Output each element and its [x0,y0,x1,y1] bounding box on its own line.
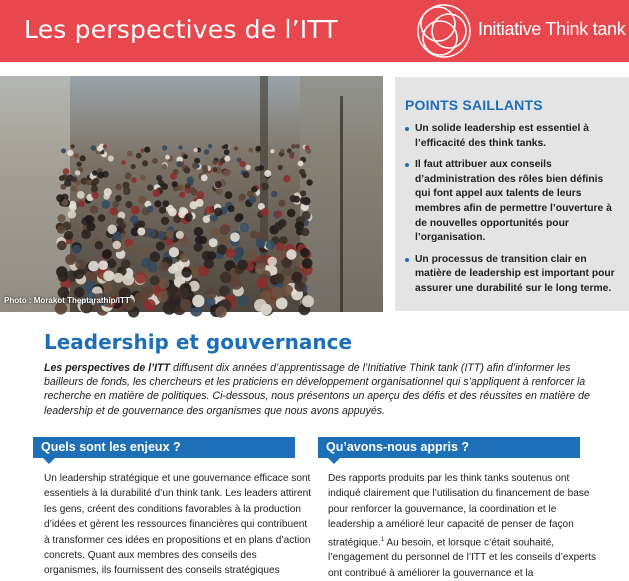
crowd-dot [287,209,296,218]
crowd-dot [137,228,145,236]
crowd-dot [144,299,156,311]
crowd-dot [302,295,314,307]
crowd-dot [63,168,70,175]
crowd-dot [183,154,188,159]
crowd-dot [125,201,132,208]
crowd-dot [202,165,208,171]
crowd-dot [216,188,223,195]
crowd-dot [113,232,122,241]
crowd-dot [283,175,290,182]
crowd-dot [180,299,191,310]
crowd-dot [280,149,285,154]
crowd-dot [78,200,85,207]
crowd-dot [57,241,67,251]
issues-text: Un leadership stratégique et une gouvernance efficace sont essentiels à la durabilité d’un think tank. Les leaders attirent les gens, créent des conditions favorables à la production d’idées et gèrent les ressources financières qui contribuent à transformer ces idées en propositions et en plans d’action concrets. Quant aux membres des conseils des organismes, ils fournissent des conseils stratégiques [44,473,312,577]
crowd-dot [291,272,302,283]
crowd-dot [80,155,86,161]
crowd-dot [226,248,236,258]
photo-credit: Photo : Morakot Theptarathip/ITT [4,296,130,305]
highlights-panel [395,77,629,311]
crowd-dot [113,241,122,250]
crowd-dot [180,253,189,262]
crowd-dot [102,250,111,259]
crowd-dot [57,214,65,222]
crowd-dot [131,177,137,183]
intro-publication-name: Les perspectives de l’ITT [44,362,170,374]
crowd-dot [157,291,168,302]
crowd-dot [223,170,230,177]
crowd-dot [137,220,145,228]
crowd-dot [247,251,257,261]
crowd-dot [97,146,103,152]
crowd-dot [85,215,93,223]
crowd-dot [302,258,313,269]
crowd-dot [172,181,178,187]
crowd-dot [162,145,167,150]
crowd-dot [295,281,306,292]
crowd-dot [276,298,288,310]
intro-text: diffusent dix années d’apprentissage de l’Initiative Think tank (ITT) afin d’informer les bailleurs de fonds, les chercheurs et les praticiens en développement organisationnel qui s’appliquent à renforcer la recherche en matière de politiques. Ci-dessous, nous présentons un aperçu des défis et des réussites en matière de leadership et de gouvernance des organismes que nous avons appuyés. [44,362,590,417]
crowd-dot [176,161,182,167]
crowd-dot [208,144,212,148]
crowd-dot [256,238,266,248]
crowd-dot [91,145,97,151]
crowd-dot [165,238,173,246]
crowd-dot [147,263,157,273]
crowd-dot [290,195,297,202]
crowd-dot [71,185,78,192]
highlights-list [405,122,617,297]
crowd-dot [305,145,310,150]
crowd-dot [237,157,242,162]
crowd-dot [121,259,130,268]
crowd-dot [163,302,176,315]
crowd-dot [131,164,136,169]
crowd-dot [214,208,223,217]
crowd-dot [190,201,198,209]
crowd-dot [239,223,249,233]
crowd-dot [228,205,235,212]
crowd-dot [247,191,253,197]
crowd-dot [123,274,135,286]
crowd-dot [261,183,269,191]
crowd-dot [158,278,169,289]
crowd-dot [115,195,122,202]
crowd-dot [125,172,132,179]
crowd-dot [112,201,119,208]
crowd-dot [166,230,174,238]
crowd-dot [88,261,99,272]
crowd-dot [165,155,170,160]
crowd-dot [161,217,169,225]
crowd-dot [197,191,205,199]
crowd-dot [300,197,307,204]
crowd-dot [291,144,296,149]
crowd-dot [264,170,271,177]
crowd-dot [271,191,277,197]
crowd-dot [237,260,248,271]
crowd-dot [161,183,168,190]
crowd-dot [289,152,295,158]
crowd-dot [286,249,296,259]
crowd-dot [205,206,214,215]
crowd-dot [122,187,130,195]
crowd-dot [140,175,146,181]
crowd-dot [159,207,166,214]
crowd-dot [56,194,64,202]
lessons-heading: Qu’avons-nous appris ? [318,437,580,458]
crowd-dot [210,228,219,237]
crowd-dot [207,251,216,260]
crowd-dot [115,184,122,191]
crowd-dot [159,262,169,272]
crowd-dot [185,183,191,189]
crowd-dot [113,273,123,283]
crowd-dot [140,148,144,152]
crowd-dot [95,241,104,250]
crowd-dot [102,200,111,209]
crowd-dot [220,272,231,283]
crowd-dot [204,149,209,154]
think-tank-logo-icon [414,2,472,60]
crowd-dot [177,287,189,299]
crowd-dot [61,174,67,180]
crowd-dot [299,169,305,175]
crowd-dot [261,208,269,216]
crowd-dot [302,211,311,220]
crowd-dot [300,248,310,258]
lessons-text-part1: Des rapports produits par les think tanks soutenus ont indiqué clairement que l’utilisation du financement de base pour renforcer la gouvernance, la coordination et le leadership a amélioré leur capacité de penser de façon stratégique. [328,473,590,548]
crowd-dot [168,208,177,217]
crowd-dot [144,147,150,153]
crowd-dot [169,247,179,257]
crowd-dot [187,177,194,184]
crowd-dot [234,247,244,257]
crowd-dot [107,259,117,269]
group-photo [0,76,383,312]
crowd-dot [93,178,100,185]
footnote-marker: 1 [380,536,385,543]
crowd-dot [224,156,230,162]
crowd-dot [86,180,92,186]
crowd-dot [255,264,265,274]
crowd-dot [267,257,277,267]
crowd-dot [103,144,107,148]
crowd-dot [276,243,285,252]
crowd-dot [221,225,230,234]
crowd-dot [176,231,184,239]
crowd-dot [298,161,304,167]
crowd-dot [215,181,222,188]
crowd-dot [194,243,203,252]
crowd-dot [104,188,112,196]
crowd-dot [127,151,133,157]
crowd-dot [224,149,230,155]
crowd-dot [68,210,76,218]
crowd-dot [72,245,81,254]
crowd-dot [130,215,138,223]
crowd-dot [92,170,97,175]
crowd-dot [77,191,85,199]
crowd-dot [74,153,79,158]
crowd-dot [266,240,275,249]
crowd-dot [209,238,218,247]
crowd-dot [195,163,200,168]
crowd-dot [154,200,161,207]
crowd-dot [306,179,312,185]
crowd-dot [136,153,142,159]
crowd-dot [135,272,146,283]
crowd-dot [274,273,284,283]
crowd-dot [238,295,249,306]
crowd-dot [212,167,217,172]
crowd-dot [259,165,265,171]
crowd-dot [300,190,306,196]
crowd-dot [270,149,274,153]
lessons-text-part2: Au besoin, et lorsque c’était souhaité, l’engagement du personnel de l’ITT et les conseils d’experts ont contribué à améliorer la gouvernance et la [328,536,597,579]
crowd-dot [77,162,82,167]
crowd-dot [147,184,153,190]
crowd-dot [250,231,258,239]
crowd-dot [162,164,167,169]
intro-paragraph [44,361,612,418]
crowd-dot [116,217,124,225]
crowd-dot [184,213,192,221]
crowd-dot [271,287,283,299]
crowd-dot [150,276,160,286]
crowd-dot [156,241,165,250]
crowd-dot [138,196,146,204]
crowd-dot [61,148,66,153]
header-banner [0,0,629,62]
crowd-dot [150,252,161,263]
crowd-dot [234,146,238,150]
crowd-dot [199,236,207,244]
crowd-dot [108,155,114,161]
logo-wordmark: Initiative Think tank [478,19,626,39]
crowd-dot [91,192,98,199]
crowd-dot [219,236,229,246]
crowd-dot [178,145,182,149]
crowd-dot [128,244,138,254]
crowd-dot [278,165,283,170]
crowd-dot [91,185,98,192]
crowd-dot [182,268,192,278]
crowd-dot [274,222,283,231]
crowd-dot [192,295,204,307]
highlight-item: Un solide leadership est essentiel à l’efficacité des think tanks. [405,122,617,151]
crowd-dot [212,160,217,165]
crowd-dot [179,192,185,198]
crowd-dot [71,144,75,148]
crowd-dot [147,206,154,213]
crowd-dot [243,171,250,178]
crowd-dot [295,221,304,230]
crowd-dot [87,223,96,232]
highlight-item: Un processus de transition clair en matière de leadership est important pour assurer une durabilité sur le long terme. [405,253,617,297]
crowd-dot [58,272,68,282]
crowd-dot [225,191,233,199]
crowd-dot [75,170,80,175]
crowd-dot [142,246,151,255]
crowd-dot [97,172,104,179]
crowd-dot [64,231,73,240]
crowd-dot [134,292,145,303]
crowd-dot [201,174,208,181]
crowd-dot [65,254,76,265]
crowd-dot [110,207,118,215]
crowd-dot [153,189,161,197]
crowd-dot [220,158,226,164]
crowd-dot [103,270,114,281]
highlight-item: Il faut attribuer aux conseils d’administration des rôles bien définis qui font appel aux talents de leurs membres afin de permettre l’ouverture à de nouvelles opportunités pour l’organisation. [405,158,617,246]
crowd-dot [194,148,198,152]
crowd-dot [131,206,140,215]
crowd-dot [254,299,267,312]
crowd-dot [217,245,227,255]
crowd-dot [230,232,240,242]
crowd-dot [248,148,253,153]
crowd-dot [184,167,191,174]
crowd-dot [194,227,203,236]
crowd-dot [67,150,73,156]
crowd-dot [142,160,148,166]
crowd-dot [245,165,250,170]
crowd-dot [156,175,162,181]
crowd-dot [239,161,245,167]
crowd-dot [215,306,227,318]
crowd-dot [256,277,268,289]
crowd-dot [239,193,246,200]
issues-heading: Quels sont les enjeux ? [33,437,295,458]
page-title: Les perspectives de l’ITT [24,15,338,44]
crowd-dot [162,200,169,207]
crowd-dot [255,146,261,152]
crowd-dot [279,200,286,207]
crowd-dot [98,214,106,222]
crowd-dot [224,144,229,149]
crowd-dot [206,288,217,299]
lessons-text [328,471,596,581]
highlights-title: POINTS SAILLANTS [405,97,543,113]
crowd-dot [152,158,158,164]
crowd-dot [75,259,86,270]
crowd-dot [90,205,98,213]
crowd-dot [203,216,210,223]
section-title: Leadership et gouvernance [44,330,353,354]
crowd-dot [98,260,108,270]
crowd-dot [121,160,126,165]
crowd-dot [57,226,65,234]
crowd-dot [236,213,244,221]
crowd-dot [69,201,76,208]
crowd-dot [170,173,177,180]
crowd-dot [275,210,282,217]
